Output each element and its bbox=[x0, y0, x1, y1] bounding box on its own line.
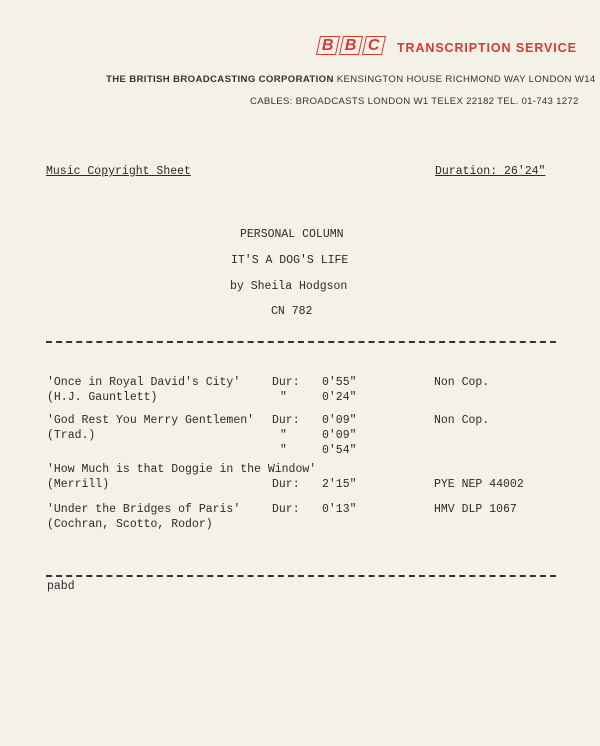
entry-dur-label: Dur: bbox=[272, 376, 300, 389]
entry-duration: 0'09" bbox=[322, 414, 357, 427]
entry-dur-label: Dur: bbox=[272, 414, 300, 427]
programme-author: by Sheila Hodgson bbox=[230, 280, 348, 293]
programme-code: CN 782 bbox=[271, 305, 313, 318]
entry-dur-label: Dur: bbox=[272, 503, 300, 516]
entry-note: PYE NEP 44002 bbox=[434, 478, 524, 491]
entry-duration: 0'54" bbox=[322, 444, 357, 457]
service-name: TRANSCRIPTION SERVICE bbox=[397, 41, 577, 55]
entry-duration: 0'55" bbox=[322, 376, 357, 389]
logo-block-c: C bbox=[362, 36, 386, 55]
bbc-logo bbox=[318, 36, 384, 55]
entry-note: Non Cop. bbox=[434, 376, 490, 389]
corporation-name: THE BRITISH BROADCASTING CORPORATION bbox=[106, 74, 334, 85]
entry-ditto: " bbox=[280, 429, 287, 442]
entry-ditto: " bbox=[280, 444, 287, 457]
divider-bottom bbox=[46, 575, 556, 577]
entry-title: 'How Much is that Doggie in the Window' bbox=[47, 463, 317, 476]
entry-title: 'Under the Bridges of Paris' bbox=[47, 503, 241, 516]
corporation-line bbox=[106, 74, 596, 85]
programme-title: IT'S A DOG'S LIFE bbox=[231, 254, 349, 267]
corporation-address: KENSINGTON HOUSE RICHMOND WAY LONDON W14 bbox=[336, 74, 596, 85]
sheet-label: Music Copyright Sheet bbox=[46, 165, 191, 178]
logo-block-b2: B bbox=[339, 36, 363, 55]
logo-block-b1: B bbox=[316, 36, 340, 55]
entry-composer: (Merrill) bbox=[47, 478, 110, 491]
entry-composer: (Trad.) bbox=[47, 429, 96, 442]
entry-duration: 0'09" bbox=[322, 429, 357, 442]
entry-composer: (Cochran, Scotto, Rodor) bbox=[47, 518, 213, 531]
entry-title: 'God Rest You Merry Gentlemen' bbox=[47, 414, 255, 427]
entry-duration: 2'15" bbox=[322, 478, 357, 491]
divider-top bbox=[46, 341, 556, 343]
entry-note: HMV DLP 1067 bbox=[434, 503, 517, 516]
sheet-duration: Duration: 26'24" bbox=[435, 165, 546, 178]
contact-line: CABLES: BROADCASTS LONDON W1 TELEX 22182 TEL. 01-743 1272 bbox=[250, 96, 579, 107]
entry-duration: 0'13" bbox=[322, 503, 357, 516]
entry-title: 'Once in Royal David's City' bbox=[47, 376, 241, 389]
typist-initials: pabd bbox=[47, 580, 75, 593]
entry-duration: 0'24" bbox=[322, 391, 357, 404]
programme-series: PERSONAL COLUMN bbox=[240, 228, 344, 241]
entry-composer: (H.J. Gauntlett) bbox=[47, 391, 158, 404]
entry-ditto: " bbox=[280, 391, 287, 404]
entry-note: Non Cop. bbox=[434, 414, 490, 427]
entry-dur-label: Dur: bbox=[272, 478, 300, 491]
